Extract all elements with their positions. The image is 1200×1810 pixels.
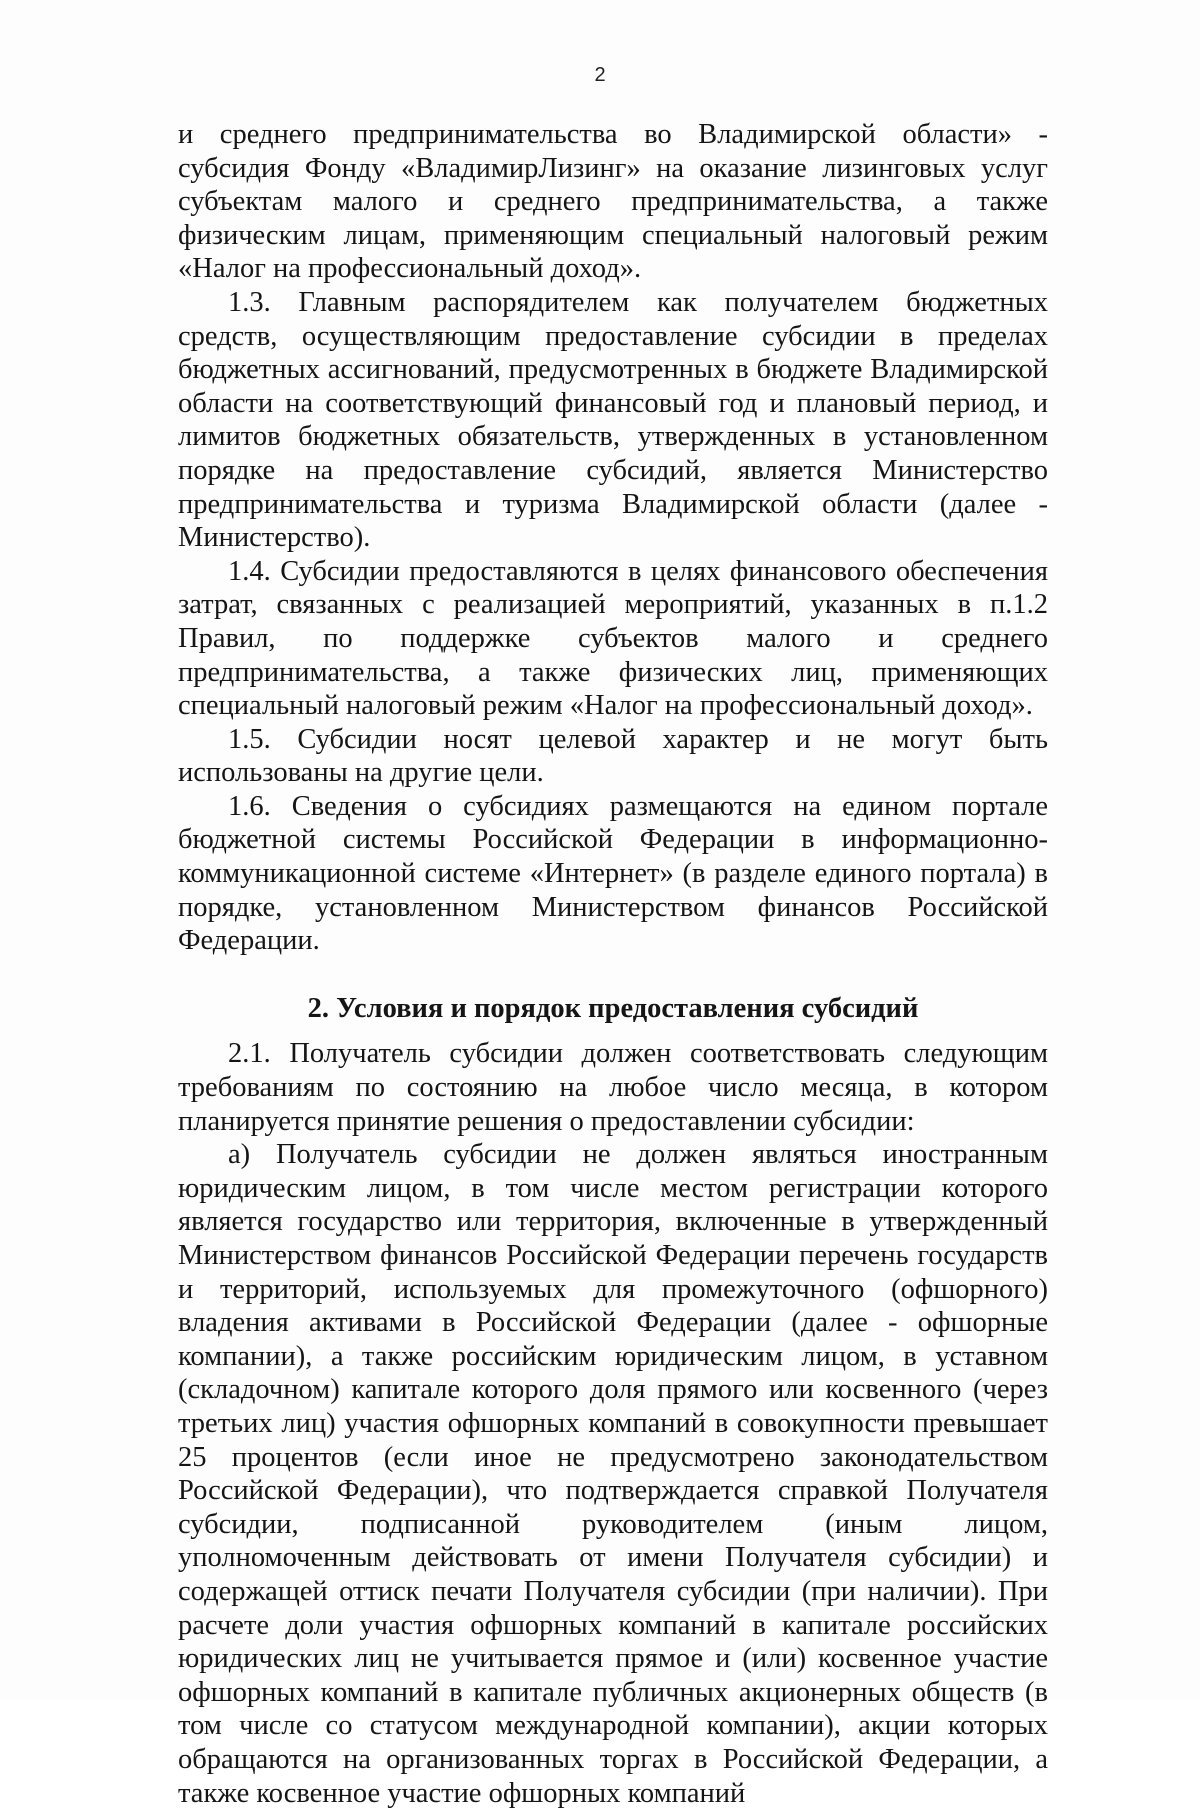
paragraph-1-3: 1.3. Главным распорядителем как получателем бюджетных средств, осуществляющим предоставление субсидии в пределах бюджетных ассигнований, предусмотренных в бюджете Владимирской области на соответствующий финансовый год и плановый период, и лимитов бюджетных обязательств, утвержденных в установленном порядке на предоставление субсидий, является Министерство предпринимательства и туризма Владимирской области (далее - Министерство). bbox=[178, 286, 1048, 554]
paragraph-2-1: 2.1. Получатель субсидии должен соответствовать следующим требованиям по состоянию на любое число месяца, в котором планируется принятие решения о предоставлении субсидии: bbox=[178, 1038, 1048, 1137]
paragraph-2-1-a: а) Получатель субсидии не должен являться иностранным юридическим лицом, в том числе местом регистрации которого является государство или территория, включенные в утвержденный Министерством финансов Российской Федерации перечень государств и территорий, используемых для промежуточного (офшорного) владения активами в Российской Федерации (далее - офшорные компании), а также российским юридическим лицом, в уставном (складочном) капитале которого доля прямого или косвенного (через третьих лиц) участия офшорных компаний в совокупности превышает 25 процентов (если иное не предусмотрено законодательством Российской Федерации), что подтверждается справкой Получателя субсидии, подписанной руководителем (иным лицом, уполномоченным действовать от имени Получателя субсидии) и содержащей оттиск печати Получателя субсидии (при наличии). При расчете доли участия офшорных компаний в капитале российских юридических лиц не учитывается прямое и (или) косвенное участие офшорных компаний в капитале публичных акционерных обществ (в том числе со статусом международной компании), акции которых обращаются на организованных торгах в Российской Федерации, а также косвенное участие офшорных компаний bbox=[178, 1139, 1048, 1809]
section-heading: 2. Условия и порядок предоставления субсидий bbox=[307, 992, 919, 1024]
paragraph-1-5: 1.5. Субсидии носят целевой характер и не могут быть использованы на другие цели. bbox=[178, 723, 1048, 789]
document-body bbox=[178, 118, 1048, 1810]
paragraph-1-6: 1.6. Сведения о субсидиях размещаются на едином портале бюджетной системы Российской Федерации в информационно-коммуникационной системе «Интернет» (в разделе единого портала) в порядке, установленном Министерством финансов Российской Федерации. bbox=[178, 790, 1048, 957]
paragraph-continuation: и среднего предпринимательства во Владимирской области» - субсидия Фонду «ВладимирЛизинг» на оказание лизинговых услуг субъектам малого и среднего предпринимательства, а также физическим лицам, применяющим специальный налоговый режим «Налог на профессиональный доход». bbox=[178, 119, 1048, 285]
paragraph-1-4: 1.4. Субсидии предоставляются в целях финансового обеспечения затрат, связанных с реализацией мероприятий, указанных в п.1.2 Правил, по поддержке субъектов малого и среднего предпринимательства, а также физических лиц, применяющих специальный налоговый режим «Налог на профессиональный доход». bbox=[178, 555, 1048, 722]
page-number: 2 bbox=[594, 64, 606, 86]
